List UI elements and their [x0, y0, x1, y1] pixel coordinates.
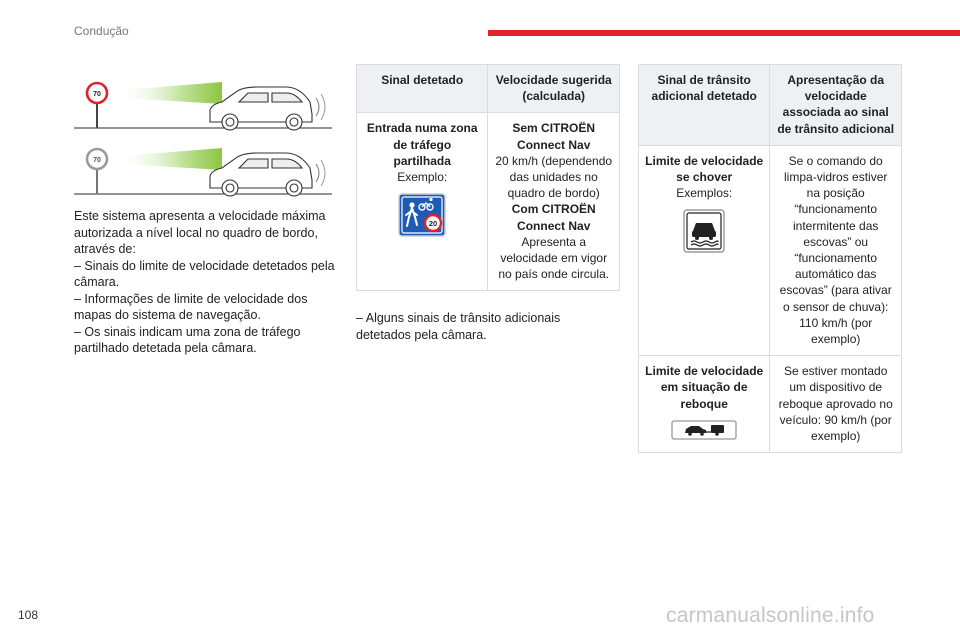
nav-value: 20 km/h (dependendo das unidades no quadro de bordo) [495, 153, 613, 201]
shared-zone-sign-icon [398, 193, 446, 237]
bullet-item: – Informações de limite de velocidade dos mapas do sistema de navegação. [74, 291, 308, 322]
detected-sign-table [356, 64, 620, 291]
table-header: Sinal detetado [357, 65, 488, 113]
sign-label: Entrada numa zona de tráfego partilhada [366, 121, 478, 168]
table-cell [639, 356, 770, 453]
nav-title: Sem CITROËN Connect Nav [512, 121, 596, 152]
table-row [639, 356, 902, 453]
intro-paragraph: Este sistema apresenta a velocidade máxima autorizada a nível local no quadro de bordo, através de: [74, 209, 326, 256]
section-title: Condução [74, 24, 129, 38]
speed-limit-sign-icon [87, 149, 107, 169]
table-cell [488, 113, 620, 291]
table-cell [357, 113, 488, 291]
camera-detection-illustration-top [74, 80, 332, 142]
camera-detection-illustration-bottom [74, 146, 332, 208]
system-description [74, 208, 338, 357]
svg-text:20: 20 [429, 219, 438, 229]
sign-label: Limite de velocidade se chover [645, 153, 764, 185]
table-header: Sinal de trânsito adicional detetado [639, 65, 770, 146]
table-cell: Se estiver montado um dispositivo de reboque aprovado no veículo: 90 km/h (por exemplo) [770, 356, 902, 453]
table-header: Apresentação da velocidade associada ao sinal de trânsito adicional [770, 65, 902, 146]
car-with-trailer-icon [671, 420, 737, 440]
speed-limit-sign-icon [87, 83, 107, 103]
table-row [357, 113, 620, 291]
connect-title: Com CITROËN Connect Nav [511, 202, 596, 233]
header-accent-bar [488, 30, 960, 36]
svg-text:70: 70 [93, 157, 101, 164]
additional-sign-table [638, 64, 902, 453]
watermark: carmanualsonline.info [666, 604, 875, 627]
connect-value: Apresenta a velocidade em vigor no país onde circula. [498, 234, 610, 282]
table-cell: Se o comando do limpa-vidros estiver na posição “funcionamento intermitente das escovas” ou “funcionamento automático das escovas” (para ativar o sensor de chuva): 110 km/h (por exemplo) [770, 145, 902, 355]
example-label: Exemplo: [397, 170, 448, 185]
car-icon [210, 87, 312, 130]
additional-signs-note: – Alguns sinais de trânsito adicionais detetados pela câmara. [356, 311, 561, 342]
page-number: 108 [18, 608, 39, 622]
bullet-item: – Os sinais indicam uma zona de tráfego partilhado detetada pela câmara. [74, 324, 301, 355]
example-label: Exemplos: [676, 186, 733, 201]
table-row [639, 145, 902, 355]
car-icon [210, 153, 312, 196]
table-cell [639, 145, 770, 355]
sign-label: Limite de velocidade em situação de reboque [645, 364, 764, 411]
table-header: Velocidade sugerida (calculada) [488, 65, 620, 113]
bullet-item: – Sinais do limite de velocidade detetados pela câmara. [74, 258, 335, 289]
svg-text:70: 70 [93, 91, 101, 98]
wet-road-car-icon [683, 209, 725, 253]
